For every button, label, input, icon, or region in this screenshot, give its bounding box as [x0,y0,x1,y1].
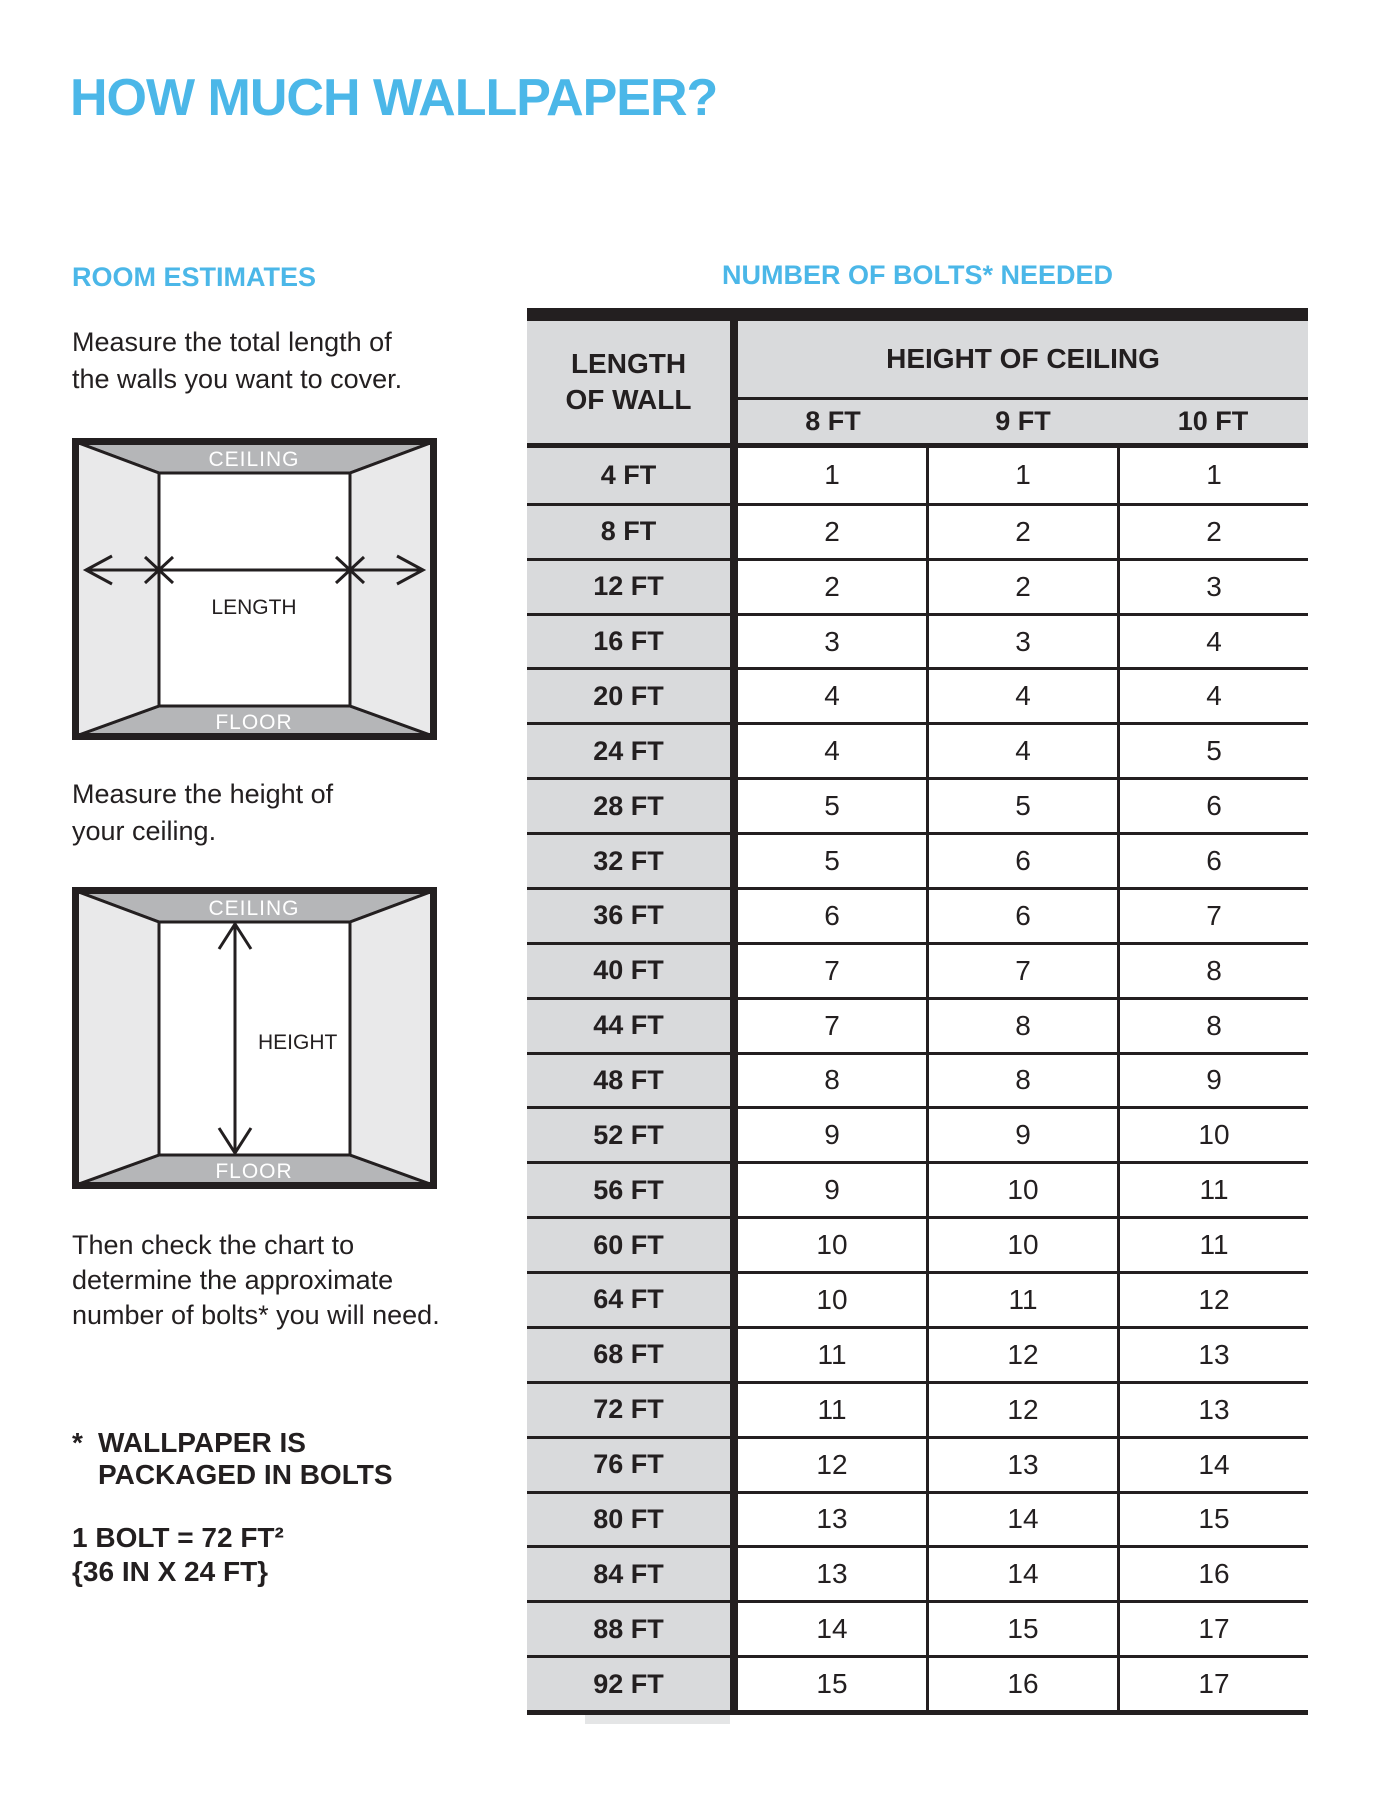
table-row [527,722,1308,777]
bolt-count-cell: 10 [738,1219,926,1271]
ceiling-label: CEILING [208,448,300,471]
bolt-count-cell: 8 [738,1055,926,1107]
step2-instructions [72,776,333,850]
bolt-count-cell: 9 [926,1109,1117,1161]
table-row [527,777,1308,832]
bolt-count-cell: 2 [738,561,926,613]
bolt-count-cell: 13 [1117,1329,1308,1381]
row-header-line2: OF WALL [565,384,692,415]
bolt-count-cell: 13 [738,1548,926,1600]
bolt-count-cell: 16 [1117,1548,1308,1600]
step3-line2: determine the approximate [72,1265,394,1295]
row-length-label: 4 FT [527,448,730,503]
step1-line2: the walls you want to cover. [72,364,403,394]
bolt-count-cell: 17 [1117,1658,1308,1710]
table-row [527,1052,1308,1107]
bolt-count-cell: 3 [1117,561,1308,613]
bolt-count-cell: 13 [1117,1384,1308,1436]
column-header-8ft: 8 FT [805,406,861,436]
bolt-count-cell: 6 [738,890,926,942]
table-vertical-divider [730,321,738,1715]
bolt-count-cell: 7 [738,945,926,997]
bolt-count-cell: 4 [1117,670,1308,722]
table-row [527,1600,1308,1655]
bolts-footnote [72,1427,393,1491]
bolt-count-cell: 2 [926,506,1117,558]
bolt-equation: 1 BOLT = 72 FT² [72,1522,284,1553]
bolt-count-cell: 12 [738,1439,926,1491]
row-length-label: 76 FT [527,1439,730,1491]
page-title: HOW MUCH WALLPAPER? [70,69,718,127]
row-length-label: 52 FT [527,1109,730,1161]
row-length-label: 20 FT [527,670,730,722]
bolt-count-cell: 15 [926,1603,1117,1655]
column-header-9ft: 9 FT [995,406,1051,436]
height-diagram [72,887,437,1189]
table-row [527,1381,1308,1436]
right-wall-panel [350,891,433,1185]
bolt-count-cell: 16 [926,1658,1117,1710]
column-header-row [738,400,1308,443]
bolt-count-cell: 9 [1117,1055,1308,1107]
bolt-count-cell: 8 [1117,1000,1308,1052]
row-header-line1: LENGTH [570,348,687,379]
bolt-count-cell: 6 [1117,835,1308,887]
step3-line1: Then check the chart to [72,1230,355,1260]
row-header-cell [527,321,730,443]
table-header [527,321,1308,443]
step3-line3: number of bolts* you will need. [72,1300,440,1330]
row-length-label: 92 FT [527,1658,730,1710]
table-row [527,832,1308,887]
table-row [527,1161,1308,1216]
table-row [527,1216,1308,1271]
row-length-label: 84 FT [527,1548,730,1600]
row-length-label: 8 FT [527,506,730,558]
row-length-label: 60 FT [527,1219,730,1271]
row-length-label: 64 FT [527,1274,730,1326]
bolt-count-cell: 5 [926,780,1117,832]
bolts-table-heading: NUMBER OF BOLTS* NEEDED [721,260,1113,290]
bolt-count-cell: 13 [738,1494,926,1546]
bolt-count-cell: 11 [1117,1219,1308,1271]
bolt-count-cell: 14 [926,1494,1117,1546]
bolt-count-cell: 1 [738,448,926,503]
row-length-label: 44 FT [527,1000,730,1052]
right-wall-panel [350,442,433,736]
bolt-count-cell: 10 [926,1164,1117,1216]
ceiling-label: CEILING [208,897,300,920]
bolt-count-cell: 8 [926,1000,1117,1052]
bolt-count-cell: 3 [926,616,1117,668]
length-diagram [72,438,437,740]
step1-line1: Measure the total length of [72,327,392,357]
bolt-count-cell: 2 [738,506,926,558]
row-length-label: 80 FT [527,1494,730,1546]
table-row [527,448,1308,503]
table-row [527,667,1308,722]
step3-instructions [72,1228,440,1333]
bolt-count-cell: 6 [926,890,1117,942]
bolt-count-cell: 4 [738,670,926,722]
bolt-count-cell: 2 [1117,506,1308,558]
bolt-dimensions: {36 IN X 24 FT} [72,1556,269,1587]
bolt-count-cell: 6 [1117,780,1308,832]
table-row [527,1326,1308,1381]
bolt-count-cell: 6 [926,835,1117,887]
step2-line1: Measure the height of [72,779,334,809]
table-body [527,448,1308,1710]
row-length-label: 36 FT [527,890,730,942]
bolt-count-cell: 10 [738,1274,926,1326]
floor-label: FLOOR [215,711,293,734]
table-row [527,1545,1308,1600]
ceiling-header-group [738,321,1308,443]
bolt-count-cell: 4 [738,725,926,777]
bolt-count-cell: 4 [926,670,1117,722]
bolts-table [527,308,1308,1724]
table-row [527,503,1308,558]
column-header-10ft: 10 FT [1177,406,1249,436]
left-wall-panel [76,442,159,736]
bolt-count-cell: 12 [926,1384,1117,1436]
row-length-label: 12 FT [527,561,730,613]
footnote-line1: WALLPAPER IS [98,1427,306,1458]
table-row [527,1436,1308,1491]
bolt-count-cell: 12 [926,1329,1117,1381]
row-length-label: 56 FT [527,1164,730,1216]
bolt-count-cell: 8 [1117,945,1308,997]
bolt-count-cell: 14 [738,1603,926,1655]
bolt-count-cell: 11 [738,1329,926,1381]
row-length-label: 28 FT [527,780,730,832]
bolt-count-cell: 1 [926,448,1117,503]
left-wall-panel [76,891,159,1185]
bolt-count-cell: 14 [1117,1439,1308,1491]
row-length-label: 72 FT [527,1384,730,1436]
row-length-label: 48 FT [527,1055,730,1107]
row-length-label: 16 FT [527,616,730,668]
bolt-count-cell: 10 [1117,1109,1308,1161]
table-row [527,1655,1308,1710]
row-length-label: 32 FT [527,835,730,887]
bolt-count-cell: 7 [926,945,1117,997]
bolt-count-cell: 1 [1117,448,1308,503]
bolt-count-cell: 4 [926,725,1117,777]
table-row [527,1106,1308,1161]
group-header-cell: HEIGHT OF CEILING [738,321,1308,400]
footnote-asterisk: * [72,1427,83,1458]
bolt-count-cell: 11 [738,1384,926,1436]
footnote-line2: PACKAGED IN BOLTS [98,1459,393,1490]
bolt-count-cell: 11 [1117,1164,1308,1216]
footnote-text [98,1427,393,1491]
bolt-count-cell: 7 [1117,890,1308,942]
bolt-count-cell: 5 [738,835,926,887]
bolt-count-cell: 5 [1117,725,1308,777]
table-row [527,997,1308,1052]
length-label: LENGTH [211,596,297,619]
row-length-label: 68 FT [527,1329,730,1381]
bolt-count-cell: 2 [926,561,1117,613]
step1-instructions [72,324,402,398]
table-top-border [527,308,1308,321]
bolt-count-cell: 15 [738,1658,926,1710]
bolt-count-cell: 9 [738,1109,926,1161]
bolt-count-cell: 3 [738,616,926,668]
bolt-count-cell: 17 [1117,1603,1308,1655]
bolt-size-info [72,1521,284,1589]
bolt-count-cell: 9 [738,1164,926,1216]
table-shadow-strip [585,1715,730,1724]
bolt-count-cell: 8 [926,1055,1117,1107]
bolt-count-cell: 7 [738,1000,926,1052]
step2-line2: your ceiling. [72,816,217,846]
bolt-count-cell: 14 [926,1548,1117,1600]
bolt-count-cell: 13 [926,1439,1117,1491]
row-length-label: 40 FT [527,945,730,997]
bolt-count-cell: 15 [1117,1494,1308,1546]
row-length-label: 88 FT [527,1603,730,1655]
floor-label: FLOOR [215,1160,293,1183]
table-row [527,1491,1308,1546]
bolt-count-cell: 12 [1117,1274,1308,1326]
bolt-count-cell: 5 [738,780,926,832]
table-row [527,887,1308,942]
table-row [527,1271,1308,1326]
bolt-count-cell: 10 [926,1219,1117,1271]
row-length-label: 24 FT [527,725,730,777]
room-estimates-heading: ROOM ESTIMATES [72,262,317,292]
bolt-count-cell: 4 [1117,616,1308,668]
table-row [527,558,1308,613]
bolt-count-cell: 11 [926,1274,1117,1326]
table-row [527,613,1308,668]
back-wall-panel [159,473,350,706]
table-row [527,942,1308,997]
height-label: HEIGHT [258,1031,338,1054]
